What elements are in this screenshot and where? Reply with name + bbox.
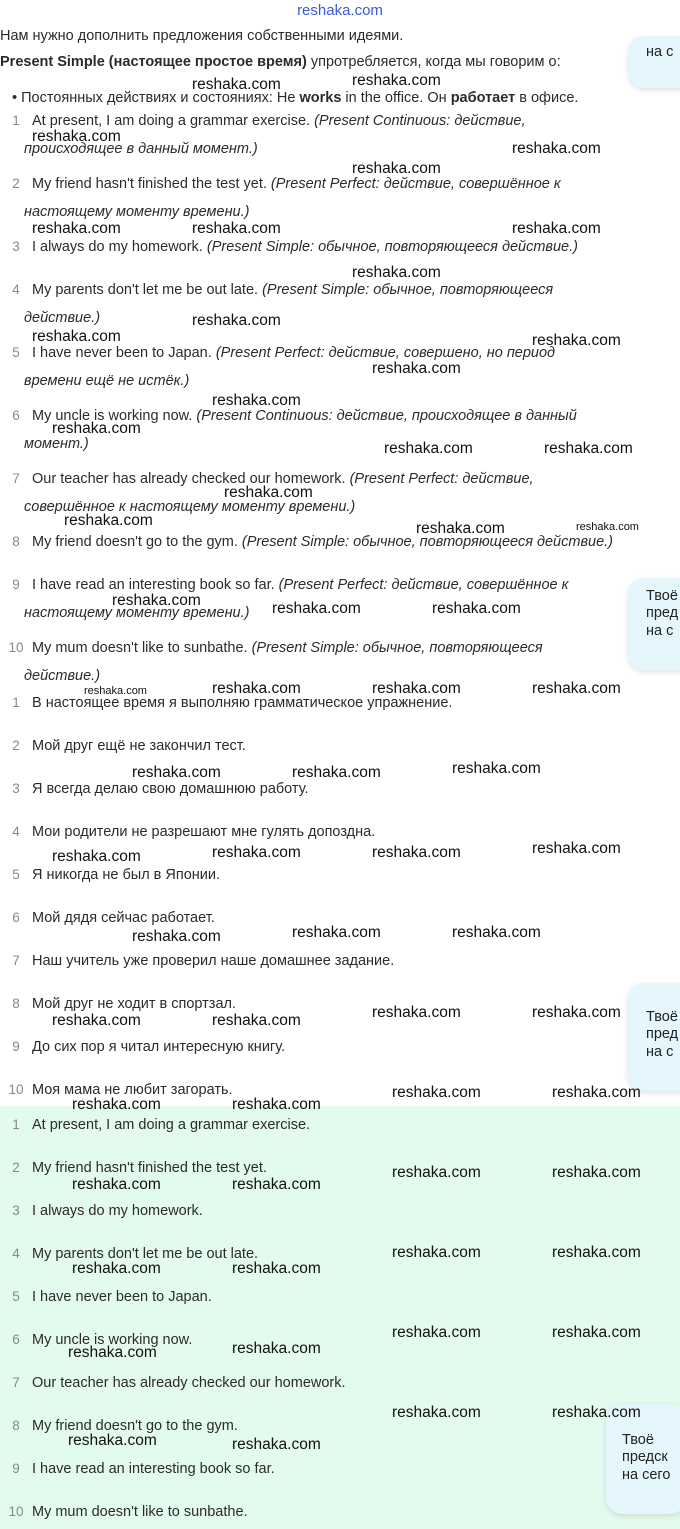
bubble-text: на с <box>646 622 674 639</box>
watermark: reshaka.com <box>532 1004 621 1021</box>
watermark: reshaka.com <box>72 1096 161 1113</box>
item-text: I have read an interesting book so far. <box>32 1461 275 1477</box>
watermark: reshaka.com <box>392 1164 481 1181</box>
watermark: reshaka.com <box>392 1324 481 1341</box>
intro-usage-text: в офисе. <box>515 90 579 106</box>
watermark: reshaka.com <box>132 928 221 945</box>
item-text: I always do my homework. <box>32 1203 203 1219</box>
watermark: reshaka.com <box>544 440 633 457</box>
item-text: Я всегда делаю свою домашнюю работу. <box>32 781 309 797</box>
watermark: reshaka.com <box>52 420 141 437</box>
item-note: действие.) <box>24 668 101 684</box>
side-bubble[interactable] <box>628 36 680 88</box>
watermark: reshaka.com <box>232 1436 321 1453</box>
watermark: reshaka.com <box>212 680 301 697</box>
watermark: reshaka.com <box>352 72 441 89</box>
item-text: My friend doesn't go to the gym. (Present Simple: обычное, повторяющееся действие.) <box>32 534 614 550</box>
watermark: reshaka.com <box>552 1244 641 1261</box>
item-text: My mum doesn't like to sunbathe. (Present Simple: обычное, повторяющееся <box>32 640 543 656</box>
intro-usage-bold: works <box>299 90 342 106</box>
intro-present-simple <box>0 54 561 70</box>
side-bubble[interactable] <box>628 983 680 1091</box>
item-text: At present, I am doing a grammar exercise. <box>32 1117 311 1133</box>
item-text: До сих пор я читал интересную книгу. <box>32 1039 286 1055</box>
item-number: 10 <box>8 1082 24 1097</box>
item-text: I have never been to Japan. (Present Perfect: действие, совершено, но период <box>32 345 556 361</box>
intro-usage-bold: работает <box>450 90 516 106</box>
item-number: 7 <box>12 1375 20 1390</box>
item-number: 2 <box>12 738 20 753</box>
watermark: reshaka.com <box>72 1260 161 1277</box>
intro-usage-text: Постоянных действиях и состояниях: He <box>21 90 300 106</box>
bubble-text: пред <box>646 1026 679 1043</box>
item-number: 8 <box>12 534 20 549</box>
item-text: My parents don't let me be out late. <box>32 1246 259 1262</box>
watermark: reshaka.com <box>532 680 621 697</box>
intro-rest: упротребляется, когда мы говорим о: <box>306 54 561 70</box>
item-number: 7 <box>12 471 20 486</box>
item-text: Our teacher has already checked our homework. (Present Perfect: действие, <box>32 471 534 487</box>
item-text: I always do my homework. (Present Simple: обычное, повторяющееся действие.) <box>32 239 578 255</box>
watermark: reshaka.com <box>552 1324 641 1341</box>
watermark: reshaka.com <box>512 220 601 237</box>
intro-usage-text: in the office. Он <box>341 90 451 106</box>
item-text: Мой друг не ходит в спортзал. <box>32 996 237 1012</box>
watermark: reshaka.com <box>512 140 601 157</box>
bubble-text: предск <box>622 1449 668 1466</box>
item-number: 1 <box>12 113 20 128</box>
item-note: настоящему моменту времени.) <box>24 605 250 621</box>
intro-bold: Present Simple (настоящее простое время) <box>0 54 307 70</box>
item-text: My parents don't let me be out late. (Present Simple: обычное, повторяющееся <box>32 282 554 298</box>
item-number: 9 <box>12 1461 20 1476</box>
item-number: 3 <box>12 239 20 254</box>
watermark: reshaka.com <box>232 1260 321 1277</box>
item-number: 6 <box>12 1332 20 1347</box>
item-number: 8 <box>12 1418 20 1433</box>
bubble-text: на с <box>646 1043 674 1060</box>
item-number: 1 <box>12 1117 20 1132</box>
watermark: reshaka.com <box>32 220 121 237</box>
watermark: reshaka.com <box>52 848 141 865</box>
site-title[interactable]: reshaka.com <box>297 2 383 19</box>
watermark: reshaka.com <box>232 1176 321 1193</box>
item-number: 8 <box>12 996 20 1011</box>
watermark: reshaka.com <box>416 520 505 537</box>
item-text: Our teacher has already checked our homework. <box>32 1375 346 1391</box>
watermark: reshaka.com <box>452 924 541 941</box>
watermark: reshaka.com <box>532 332 621 349</box>
watermark: reshaka.com <box>292 924 381 941</box>
bubble-text: Твоё <box>622 1432 654 1448</box>
watermark: reshaka.com <box>52 1012 141 1029</box>
watermark: reshaka.com <box>192 220 281 237</box>
bubble-text: на сего <box>622 1466 671 1483</box>
watermark: reshaka.com <box>68 1432 157 1449</box>
item-number: 6 <box>12 408 20 423</box>
item-number: 4 <box>12 1246 20 1261</box>
item-number: 5 <box>12 867 20 882</box>
item-text: My mum doesn't like to sunbathe. <box>32 1504 248 1520</box>
watermark: reshaka.com <box>232 1340 321 1357</box>
item-number: 1 <box>12 695 20 710</box>
watermark: reshaka.com <box>372 1004 461 1021</box>
watermark: reshaka.com <box>392 1244 481 1261</box>
bubble-text: пред <box>646 605 679 622</box>
item-text: My friend hasn't finished the test yet. <box>32 1160 267 1176</box>
item-text: My uncle is working now. (Present Continuous: действие, происходящее в данный <box>32 408 577 424</box>
item-number: 4 <box>12 824 20 839</box>
bubble-text: Твоё <box>646 588 678 604</box>
item-number: 10 <box>8 1504 24 1519</box>
item-number: 2 <box>12 176 20 191</box>
watermark: reshaka.com <box>224 484 313 501</box>
watermark: reshaka.com <box>352 264 441 281</box>
watermark: reshaka.com <box>68 1344 157 1361</box>
watermark: reshaka.com <box>32 328 121 345</box>
watermark: reshaka.com <box>292 764 381 781</box>
watermark: reshaka.com <box>112 592 201 609</box>
item-note: времени ещё не истёк.) <box>24 373 190 389</box>
item-text: Моя мама не любит загорать. <box>32 1082 233 1098</box>
item-note: момент.) <box>24 436 89 452</box>
item-note: происходящее в данный момент.) <box>24 141 258 157</box>
item-text: Мои родители не разрешают мне гулять допоздна. <box>32 824 376 840</box>
intro-usage: • Постоянных действиях и состояниях: He works in the office. Он работает в офисе. <box>12 90 579 106</box>
watermark: reshaka.com <box>372 844 461 861</box>
item-text: Я никогда не был в Японии. <box>32 867 221 883</box>
watermark: reshaka.com <box>392 1084 481 1101</box>
watermark: reshaka.com <box>32 128 121 145</box>
item-number: 4 <box>12 282 20 297</box>
item-text: В настоящее время я выполняю грамматическое упражнение. <box>32 695 453 711</box>
watermark: reshaka.com <box>272 600 361 617</box>
bubble-text: Твоё <box>646 1009 678 1025</box>
watermark: reshaka.com <box>576 521 639 533</box>
watermark: reshaka.com <box>212 392 301 409</box>
watermark: reshaka.com <box>372 360 461 377</box>
item-text: I have read an interesting book so far. (Present Perfect: действие, совершённое к <box>32 577 569 593</box>
side-bubble[interactable] <box>628 578 680 670</box>
item-number: 3 <box>12 781 20 796</box>
watermark: reshaka.com <box>192 312 281 329</box>
watermark: reshaka.com <box>432 600 521 617</box>
item-number: 2 <box>12 1160 20 1175</box>
item-text: I have never been to Japan. <box>32 1289 212 1305</box>
watermark: reshaka.com <box>552 1404 641 1421</box>
watermark: reshaka.com <box>212 844 301 861</box>
watermark: reshaka.com <box>384 440 473 457</box>
item-number: 6 <box>12 910 20 925</box>
watermark: reshaka.com <box>372 680 461 697</box>
item-number: 7 <box>12 953 20 968</box>
watermark: reshaka.com <box>84 685 147 697</box>
item-text: At present, I am doing a grammar exercise. (Present Continuous: действие, <box>32 113 526 129</box>
watermark: reshaka.com <box>212 1012 301 1029</box>
watermark: reshaka.com <box>64 512 153 529</box>
item-number: 9 <box>12 577 20 592</box>
intro-line: Нам нужно дополнить предложения собственными идеями. <box>0 28 404 44</box>
watermark: reshaka.com <box>452 760 541 777</box>
item-number: 3 <box>12 1203 20 1218</box>
watermark: reshaka.com <box>72 1176 161 1193</box>
item-note: совершённое к настоящему моменту времени.) <box>24 499 356 515</box>
bubble-text: на с <box>646 44 674 60</box>
item-number: 10 <box>8 640 24 655</box>
watermark: reshaka.com <box>552 1164 641 1181</box>
item-text: My friend doesn't go to the gym. <box>32 1418 238 1434</box>
item-text: My uncle is working now. <box>32 1332 193 1348</box>
item-note: действие.) <box>24 310 101 326</box>
item-text: Мой друг ещё не закончил тест. <box>32 738 246 754</box>
watermark: reshaka.com <box>552 1084 641 1101</box>
item-text: Наш учитель уже проверил наше домашнее задание. <box>32 953 395 969</box>
item-text: My friend hasn't finished the test yet. (Present Perfect: действие, совершённое к <box>32 176 561 192</box>
item-note: настоящему моменту времени.) <box>24 204 250 220</box>
watermark: reshaka.com <box>352 160 441 177</box>
watermark: reshaka.com <box>232 1096 321 1113</box>
item-number: 9 <box>12 1039 20 1054</box>
watermark: reshaka.com <box>132 764 221 781</box>
item-text: Мой дядя сейчас работает. <box>32 910 215 926</box>
watermark: reshaka.com <box>192 76 281 93</box>
watermark: reshaka.com <box>532 840 621 857</box>
watermark: reshaka.com <box>392 1404 481 1421</box>
item-number: 5 <box>12 345 20 360</box>
item-number: 5 <box>12 1289 20 1304</box>
